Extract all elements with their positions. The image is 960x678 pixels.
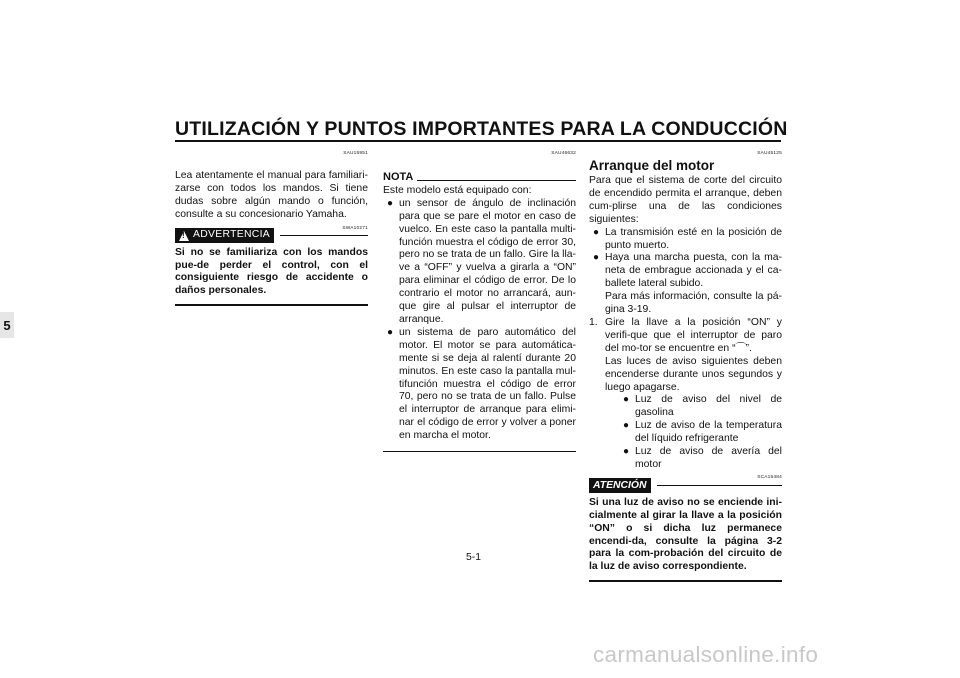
reference-code: SAU15951 (343, 151, 368, 156)
page-number: 5-1 (466, 552, 482, 563)
list-item: ● un sistema de paro automático del motor. El motor se para automática-mente si se deja al ralentí durante 20 minutos. En este caso la pantalla mul-tifunción muestra el código de error 70, pero no se trata de un fallo. Pulse el interruptor de arranque para elimi-nar el código de error y volver a poner en marcha el motor. (383, 327, 576, 443)
attention-badge: ATENCIÓN (589, 478, 651, 493)
reference-code: SAU46632 (551, 151, 576, 156)
attention-header (589, 479, 782, 493)
attention-end-rule (589, 580, 782, 582)
list-item: ● un sensor de ángulo de inclinación para que se pare el motor en caso de vuelco. En este caso la pantalla multi-función muestra el código de error 30, pero no se trata de un fallo. Gire la lla-ve a “OFF” y vuelva a girarla a “ON” para eliminar el código de error. De lo contrario el motor no arrancará, aun-que gire al pulsar el interruptor de arranque. (383, 198, 576, 327)
reference-code: SCA15484 (757, 474, 782, 480)
list-item: ● Luz de aviso del nivel de gasolina (619, 394, 782, 420)
conditions-list (589, 227, 782, 292)
page-title: UTILIZACIÓN Y PUNTOS IMPORTANTES PARA LA CONDUCCIÓN (175, 118, 788, 140)
note-rule (417, 180, 576, 181)
chapter-tab: 5 (0, 312, 14, 338)
section-heading: Arranque del motor (589, 158, 715, 173)
step-number: 1. (589, 316, 598, 328)
step-text-end: ”. (745, 342, 752, 354)
list-item: ● La transmisión esté en la posición de punto muerto. (589, 227, 782, 253)
warning-triangle-icon (179, 231, 189, 241)
list-item: ● Haya una marcha puesta, con la ma-neta de embrague accionada y el ca-ballete lateral subido. (589, 252, 782, 291)
column-3 (589, 150, 782, 582)
note-bullets (383, 198, 576, 443)
intro-paragraph: Lea atentamente el manual para familiari-zarse con todos los mandos. Si tiene dudas sobre algún mando o función, consulte a su concesionario Yamaha. (175, 170, 368, 220)
warning-label: ADVERTENCIA (193, 229, 271, 241)
steps-list (589, 317, 782, 472)
list-item: ● Luz de aviso de avería del motor (619, 446, 782, 472)
note-end-rule (383, 451, 576, 452)
title-rule (175, 140, 781, 142)
list-item: ● Luz de aviso de la temperatura del líquido refrigerante (619, 420, 782, 446)
note-header (383, 171, 576, 184)
watermark: carmanualsonline.info (593, 642, 819, 667)
step-item (589, 317, 782, 472)
attention-text: Si una luz de aviso no se enciende ini-cialmente al girar la llave a la posición “ON” o si dicha luz permanece encendi-da, consulte la página 3-2 para la com-probación del circuito de la luz de aviso correspondiente. (589, 496, 782, 573)
warning-text: Si no se familiariza con los mandos pue-de perder el control, con el consiguiente riesgo de accidente o daños personales. (175, 246, 368, 297)
engine-stop-run-icon: ⌒ (735, 342, 746, 354)
note-intro: Este modelo está equipado con: (383, 184, 532, 196)
condition-note: Para más información, consulte la pá-gina 3-19. (605, 291, 782, 316)
note-label: NOTA (383, 171, 414, 183)
warning-badge (175, 228, 274, 243)
step-note: Las luces de aviso siguientes deben encenderse durante unos segundos y luego apagarse. (605, 355, 782, 393)
warning-header (175, 229, 368, 243)
step-text: Gire la llave a la posición “ON” y verifi-que que el interruptor de paro del mo-tor se encuentre en “ (605, 316, 782, 354)
column-1 (175, 150, 368, 306)
start-intro: Para que el sistema de corte del circuito de encendido permita el arranque, deben cum-plirse una de las condiciones siguientes: (589, 175, 782, 225)
reference-code: SAU45125 (757, 151, 782, 156)
warning-lights-list (619, 394, 782, 471)
reference-code: SWA10271 (342, 225, 368, 231)
warning-end-rule (175, 304, 368, 306)
attention-rule (657, 485, 783, 486)
warning-rule (280, 235, 368, 236)
column-2 (383, 150, 576, 452)
